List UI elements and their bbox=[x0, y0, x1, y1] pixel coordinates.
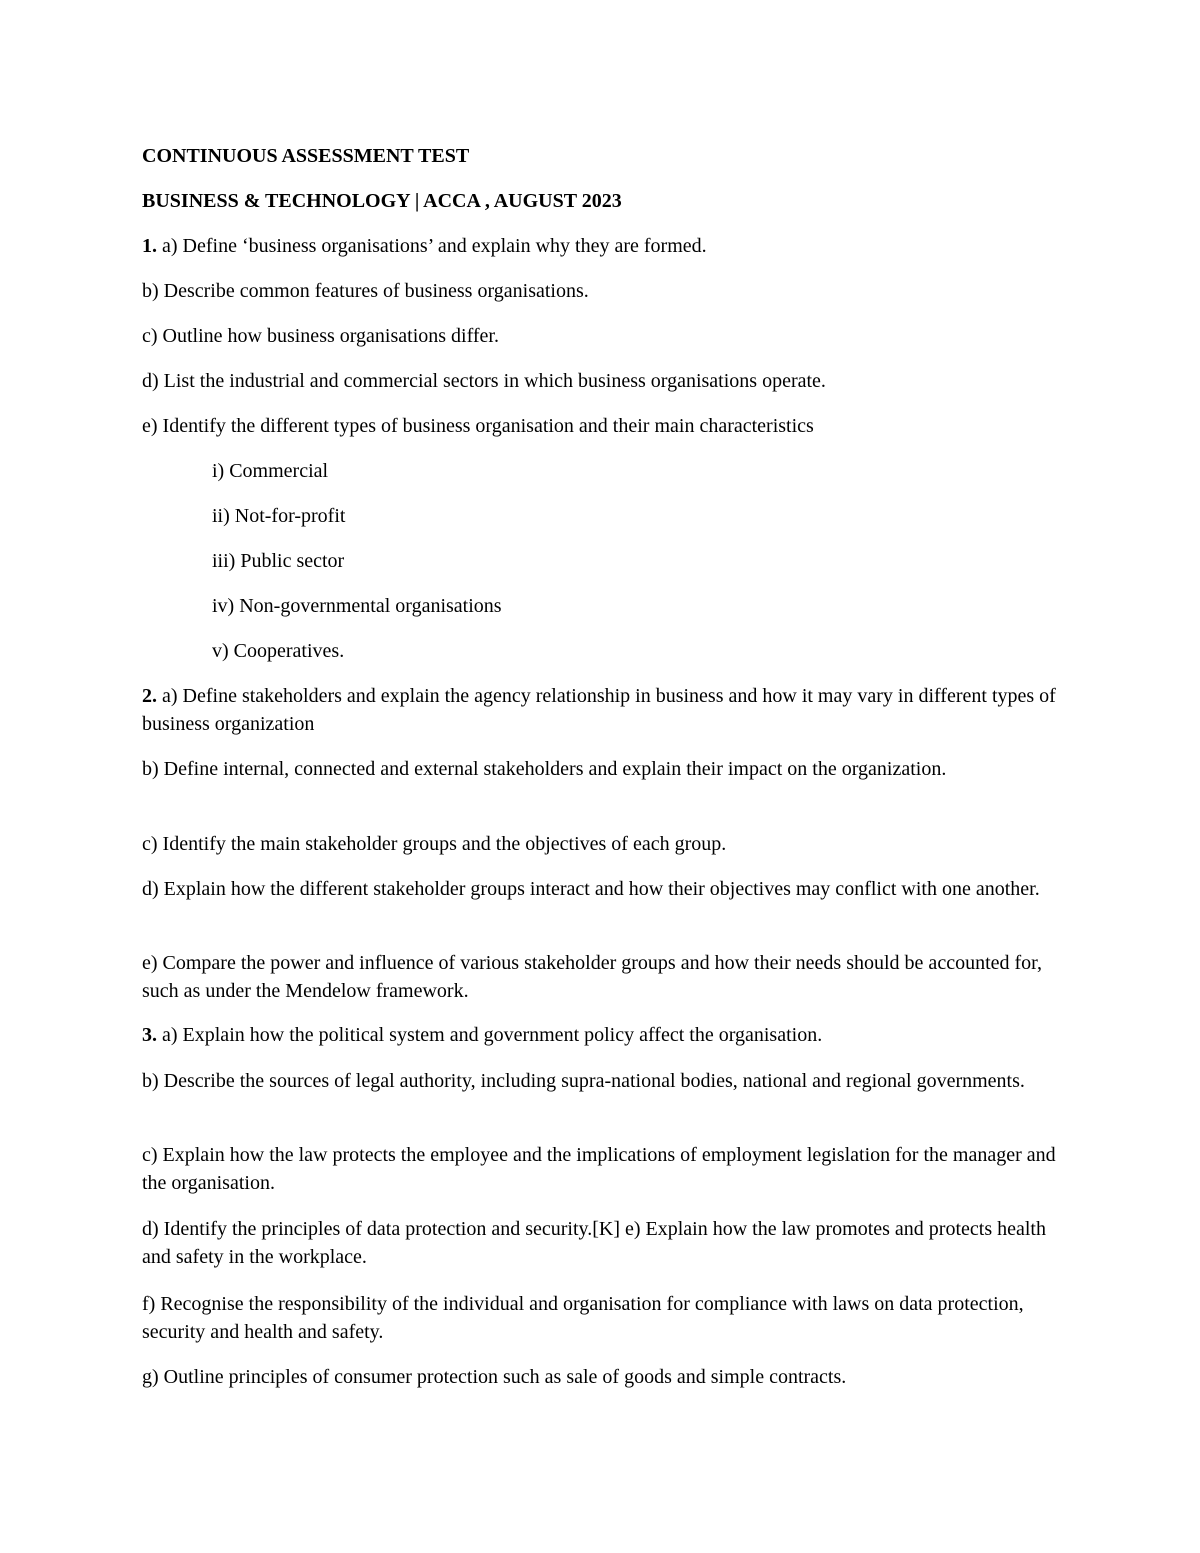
question-1-c: c) Outline how business organisations differ. bbox=[142, 325, 499, 347]
question-3-c: c) Explain how the law protects the employee and the implications of employment legislation for the manager and the organisation. bbox=[142, 1144, 1056, 1194]
question-1-e-ii: ii) Not-for-profit bbox=[212, 505, 346, 527]
question-1-e-i: i) Commercial bbox=[212, 460, 329, 482]
question-3-a: 3. a) Explain how the political system and government policy affect the organisation. bbox=[142, 1024, 823, 1046]
question-1-b: b) Describe common features of business organisations. bbox=[142, 280, 589, 302]
question-3-d: d) Identify the principles of data protection and security.[K] e) Explain how the law promotes and protects health and safety in the workplace. bbox=[142, 1218, 1046, 1268]
question-3-f: f) Recognise the responsibility of the individual and organisation for compliance with laws on data protection, security and health and safety. bbox=[142, 1293, 1024, 1343]
question-3-number: 3. bbox=[142, 1024, 157, 1046]
question-1-d: d) List the industrial and commercial sectors in which business organisations operate. bbox=[142, 370, 826, 392]
question-3-g: g) Outline principles of consumer protection such as sale of goods and simple contracts. bbox=[142, 1366, 847, 1388]
question-1-e-iii: iii) Public sector bbox=[212, 550, 345, 572]
question-2-a: 2. a) Define stakeholders and explain the agency relationship in business and how it may vary in different types of business organization bbox=[142, 685, 1056, 735]
question-2-b: b) Define internal, connected and external stakeholders and explain their impact on the organization. bbox=[142, 758, 947, 780]
question-1-a: 1. a) Define ‘business organisations’ and explain why they are formed. bbox=[142, 235, 707, 257]
question-2-e: e) Compare the power and influence of various stakeholder groups and how their needs should be accounted for, such as under the Mendelow framework. bbox=[142, 952, 1043, 1002]
question-1-e: e) Identify the different types of business organisation and their main characteristics bbox=[142, 415, 814, 437]
question-2-number: 2. bbox=[142, 685, 157, 707]
question-2-d: d) Explain how the different stakeholder groups interact and how their objectives may conflict with one another. bbox=[142, 878, 1040, 900]
question-1-e-iv: iv) Non-governmental organisations bbox=[212, 595, 502, 617]
document-title: CONTINUOUS ASSESSMENT TEST bbox=[142, 145, 470, 167]
question-3-b: b) Describe the sources of legal authority, including supra-national bodies, national and regional governments. bbox=[142, 1070, 1025, 1092]
question-2-c: c) Identify the main stakeholder groups and the objectives of each group. bbox=[142, 833, 727, 855]
question-1-e-v: v) Cooperatives. bbox=[212, 640, 345, 662]
question-1-number: 1. bbox=[142, 235, 157, 257]
document-subtitle: BUSINESS & TECHNOLOGY | ACCA , AUGUST 2023 bbox=[142, 190, 622, 212]
